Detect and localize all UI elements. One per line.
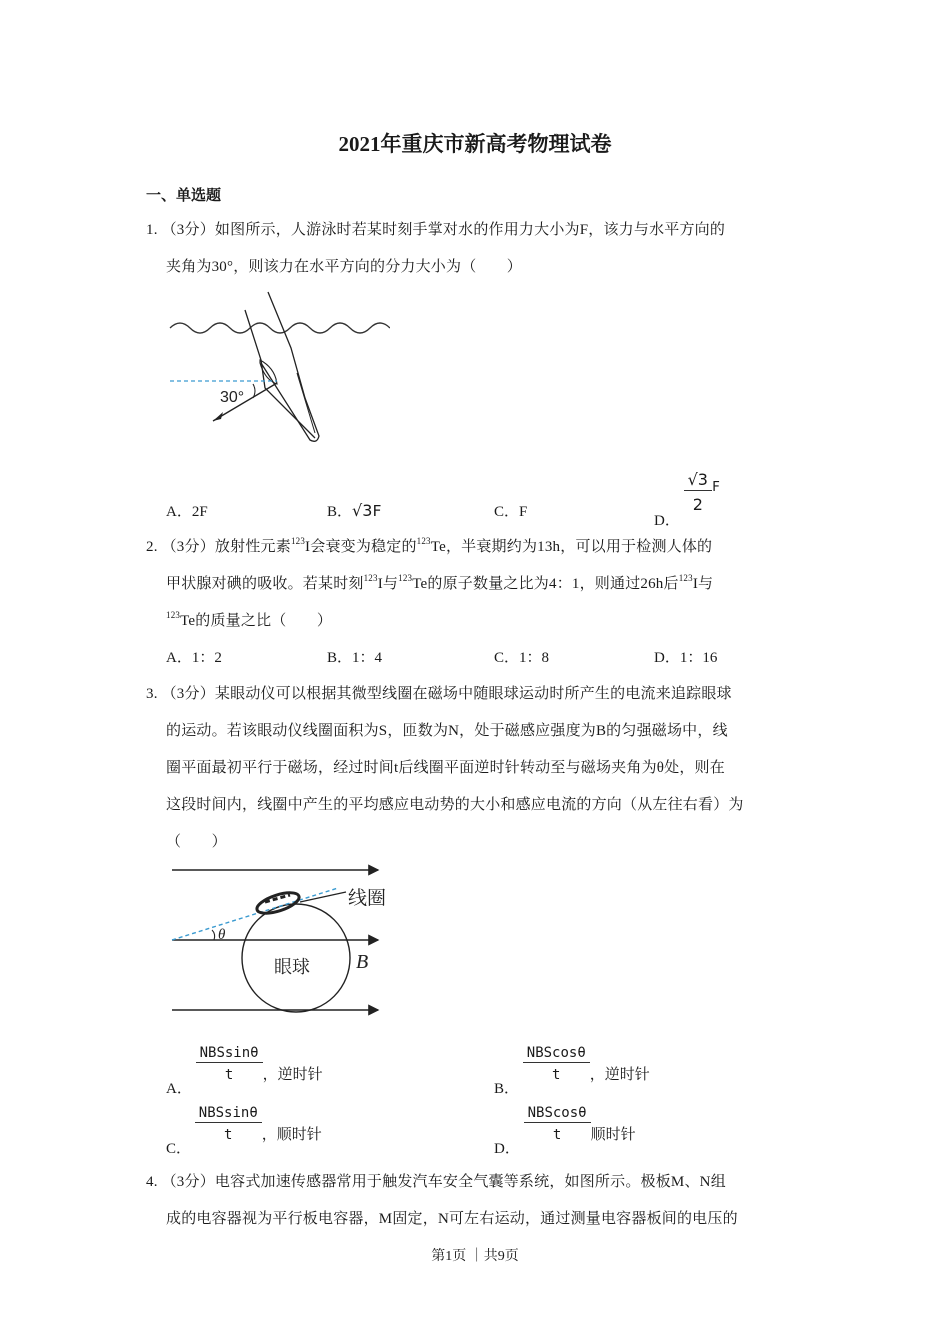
fraction — [684, 470, 712, 514]
option-b[interactable] — [494, 1045, 650, 1098]
option-text: F — [519, 504, 528, 520]
sqrt-symbol: √3 — [352, 501, 373, 520]
page-footer: 第1页 ｜共9页 — [431, 1249, 519, 1264]
fraction — [195, 1105, 262, 1143]
text: 甲状腺对碘的吸收。若某时刻 — [166, 576, 364, 592]
text: I会衰变为稳定的 — [305, 539, 417, 555]
option-c[interactable] — [166, 1105, 322, 1158]
section-heading: 一、单选题 — [146, 188, 222, 204]
option-text: 1：16 — [679, 650, 718, 666]
mass-number: 123 — [290, 536, 306, 546]
text: Te，半衰期约为13h，可以用于检测人体的 — [430, 539, 713, 555]
numerator: NBScosθ — [524, 1105, 591, 1123]
question-1-line-1 — [146, 218, 725, 239]
text: I与 — [377, 576, 399, 592]
option-label: B． — [494, 1081, 520, 1098]
fraction — [523, 1045, 590, 1083]
option-label: D． — [494, 1141, 520, 1158]
mass-number: 123 — [398, 573, 413, 583]
question-number: 1. — [146, 222, 158, 238]
question-3-line-3: 圈平面最初平行于磁场，经过时间t后线圈平面逆时针转动至与磁场夹角为θ处，则在 — [166, 760, 725, 776]
question-score: （3分） — [161, 1174, 215, 1190]
option-d[interactable] — [654, 470, 720, 530]
mass-number: 123 — [166, 610, 181, 620]
eyeball-label: 眼球 — [274, 957, 310, 978]
option-d[interactable] — [654, 646, 717, 667]
option-label: C． — [166, 1141, 192, 1158]
theta-label: θ — [218, 927, 226, 943]
option-label: A． — [166, 504, 192, 520]
text: 放射性元素 — [214, 539, 291, 555]
page-title: 2021年重庆市新高考物理试卷 — [338, 132, 612, 156]
option-text: 1：8 — [519, 650, 550, 666]
option-d[interactable] — [494, 1105, 636, 1158]
numerator: NBScosθ — [523, 1045, 590, 1063]
option-text: ，逆时针 — [589, 1067, 650, 1084]
fraction — [196, 1045, 263, 1083]
denominator: t — [224, 1127, 233, 1143]
denominator: t — [224, 1067, 234, 1083]
mass-number: 123 — [363, 573, 378, 583]
option-text: 1：2 — [191, 650, 222, 666]
question-2-line-2 — [166, 572, 713, 593]
question-text: 如图所示，人游泳时若某时刻手掌对水的作用力大小为F，该力与水平方向的 — [214, 222, 726, 238]
question-1-line-2: 夹角为30°，则该力在水平方向的分力大小为（ ） — [166, 259, 523, 275]
option-text: ，顺时针 — [261, 1127, 322, 1144]
denominator: t — [552, 1067, 561, 1083]
text: 电容式加速传感器常用于触发汽车安全气囊等系统，如图所示。极板M、N组 — [214, 1174, 726, 1190]
question-3-line-1 — [146, 682, 732, 703]
numerator: NBSsinθ — [196, 1045, 263, 1063]
question-3-line-4: 这段时间内，线圈中产生的平均感应电动势的大小和感应电流的方向（从左往右看）为 — [166, 797, 744, 813]
text: Te的质量之比（ ） — [180, 613, 333, 629]
question-3-line-2: 的运动。若该眼动仪线圈面积为S，匝数为N，处于磁感应强度为B的匀强磁场中，线 — [166, 723, 728, 739]
option-b[interactable] — [327, 500, 381, 521]
question-number: 2. — [146, 539, 158, 555]
question-score: （3分） — [161, 539, 215, 555]
denominator: t — [552, 1127, 562, 1143]
question-4-line-1 — [146, 1170, 726, 1191]
question-2-line-1 — [146, 535, 712, 556]
option-label: A． — [166, 650, 192, 666]
text: Te的原子数量之比为4：1，则通过26h后 — [412, 576, 679, 592]
denominator: 2 — [692, 495, 703, 514]
text: I与 — [692, 576, 714, 592]
option-text: 顺时针 — [590, 1127, 636, 1144]
option-label: B． — [327, 504, 353, 520]
numerator: NBSsinθ — [195, 1105, 262, 1123]
text: 某眼动仪可以根据其微型线圈在磁场中随眼球运动时所产生的电流来追踪眼球 — [214, 686, 732, 702]
question-number: 3. — [146, 686, 158, 702]
option-text: 2F — [191, 504, 208, 520]
fraction — [524, 1105, 591, 1143]
numerator: √3 — [684, 470, 712, 491]
option-c[interactable] — [494, 500, 527, 521]
option-c[interactable] — [494, 646, 549, 667]
option-text: F — [711, 480, 720, 496]
question-number: 4. — [146, 1174, 158, 1190]
option-text: ，逆时针 — [262, 1067, 323, 1084]
option-label: D． — [654, 513, 680, 530]
option-label: C． — [494, 504, 520, 520]
swimmer-hand-figure — [165, 288, 390, 448]
option-label: B． — [327, 650, 353, 666]
field-label: B — [356, 951, 369, 973]
option-a[interactable] — [166, 500, 208, 521]
angle-label: 30° — [220, 389, 245, 406]
option-label: C． — [494, 650, 520, 666]
option-label: D． — [654, 650, 680, 666]
option-label: A． — [166, 1081, 192, 1098]
option-text: F — [372, 502, 382, 520]
option-text: 1：4 — [352, 650, 383, 666]
mass-number: 123 — [678, 573, 693, 583]
question-3-line-5: （ ） — [166, 834, 227, 850]
coil-label: 线圈 — [348, 887, 387, 909]
question-score: （3分） — [161, 686, 215, 702]
option-a[interactable] — [166, 1045, 323, 1098]
question-2-line-3 — [166, 609, 332, 630]
question-4-line-2: 成的电容器视为平行板电容器，M固定，N可左右运动，通过测量电容器板间的电压的 — [166, 1211, 738, 1227]
option-b[interactable] — [327, 646, 382, 667]
question-score: （3分） — [161, 222, 215, 238]
eye-coil-figure — [168, 858, 398, 1023]
option-a[interactable] — [166, 646, 222, 667]
mass-number: 123 — [416, 536, 431, 546]
